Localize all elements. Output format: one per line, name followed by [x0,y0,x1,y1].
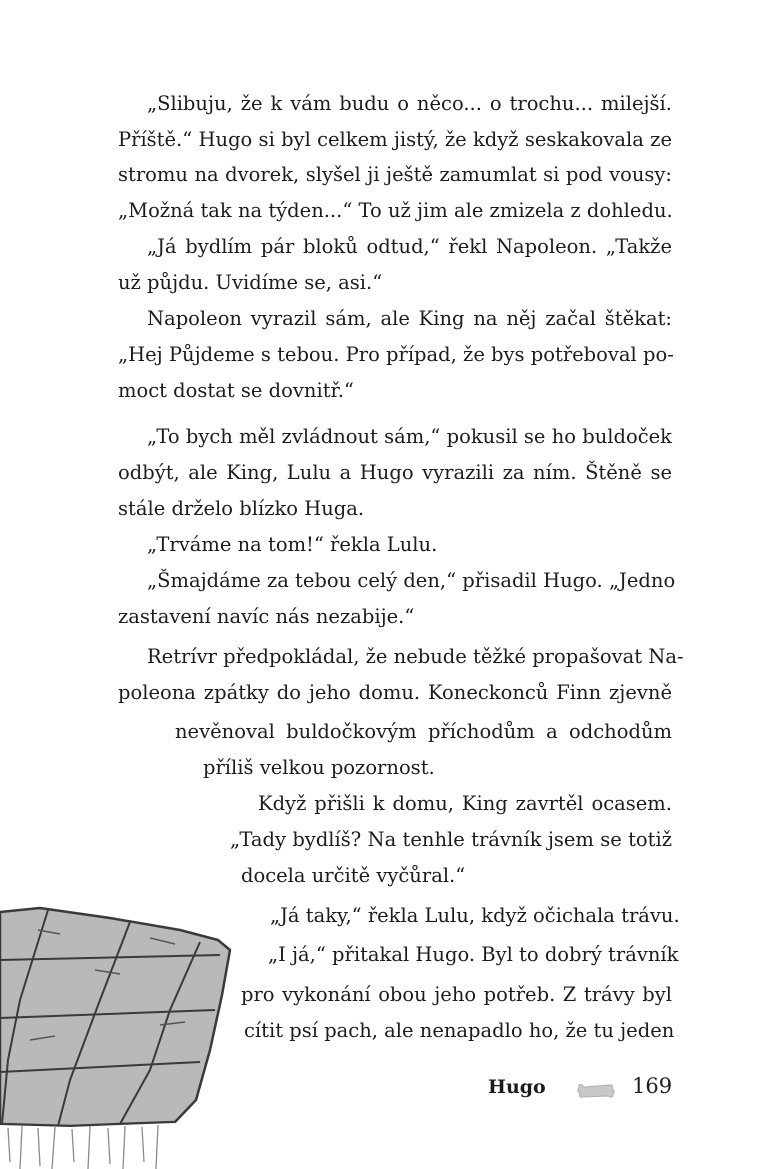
text-line: stále drželo blízko Huga. [118,497,365,520]
text-line: docela určitě vyčůral.“ [241,864,466,887]
text-line: pro vykonání obou jeho potřeb. Z trávy byl [241,983,672,1006]
text-line: „Možná tak na týden...“ To už jim ale zmizela z dohledu. [118,199,673,222]
text-line: „Hej Půjdeme s tebou. Pro případ, že bys potřeboval po- [118,343,674,366]
text-line: „Tady bydlíš? Na tenhle trávník jsem se totiž [230,828,672,851]
text-line: Příště.“ Hugo si byl celkem jistý, že když seskakovala ze [118,128,672,151]
text-line: moct dostat se dovnitř.“ [118,379,354,402]
text-line: už půjdu. Uvidíme se, asi.“ [118,271,383,294]
text-line: stromu na dvorek, slyšel ji ještě zamumlat si pod vousy: [118,163,672,186]
footer-book-title: Hugo [488,1076,546,1098]
text-line: zastavení navíc nás nezabije.“ [118,605,415,628]
text-line: „Já taky,“ řekla Lulu, když očichala trávu. [270,904,680,927]
text-line: Napoleon vyrazil sám, ale King na něj začal štěkat: [147,307,672,330]
text-line: „Já bydlím pár bloků odtud,“ řekl Napoleon. „Takže [147,235,672,258]
text-line: „I já,“ přitakal Hugo. Byl to dobrý trávník [268,943,679,966]
text-line: „Slibuju, že k vám budu o něco... o trochu... milejší. [147,92,672,115]
text-line: poleona zpátky do jeho domu. Koneckonců Finn zjevně [118,681,672,704]
text-line: nevěnoval buldočkovým příchodům a odchodům [175,720,672,743]
text-line: „Trváme na tom!“ řekla Lulu. [147,533,438,556]
text-line: „To bych měl zvládnout sám,“ pokusil se ho buldoček [147,425,672,448]
text-line: příliš velkou pozornost. [203,756,435,779]
text-line: cítit psí pach, ale nenapadlo ho, že tu jeden [244,1019,675,1042]
text-line: Retrívr předpokládal, že nebude těžké propašovat Na- [147,645,684,668]
page-number: 169 [632,1074,673,1098]
text-line: Když přišli k domu, King zavrtěl ocasem. [258,792,672,815]
text-line: „Šmajdáme za tebou celý den,“ přisadil Hugo. „Jedno [147,569,676,592]
dog-bed-illustration [0,900,236,1169]
bone-icon [576,1080,616,1104]
text-line: odbýt, ale King, Lulu a Hugo vyrazili za ním. Štěně se [118,461,672,484]
